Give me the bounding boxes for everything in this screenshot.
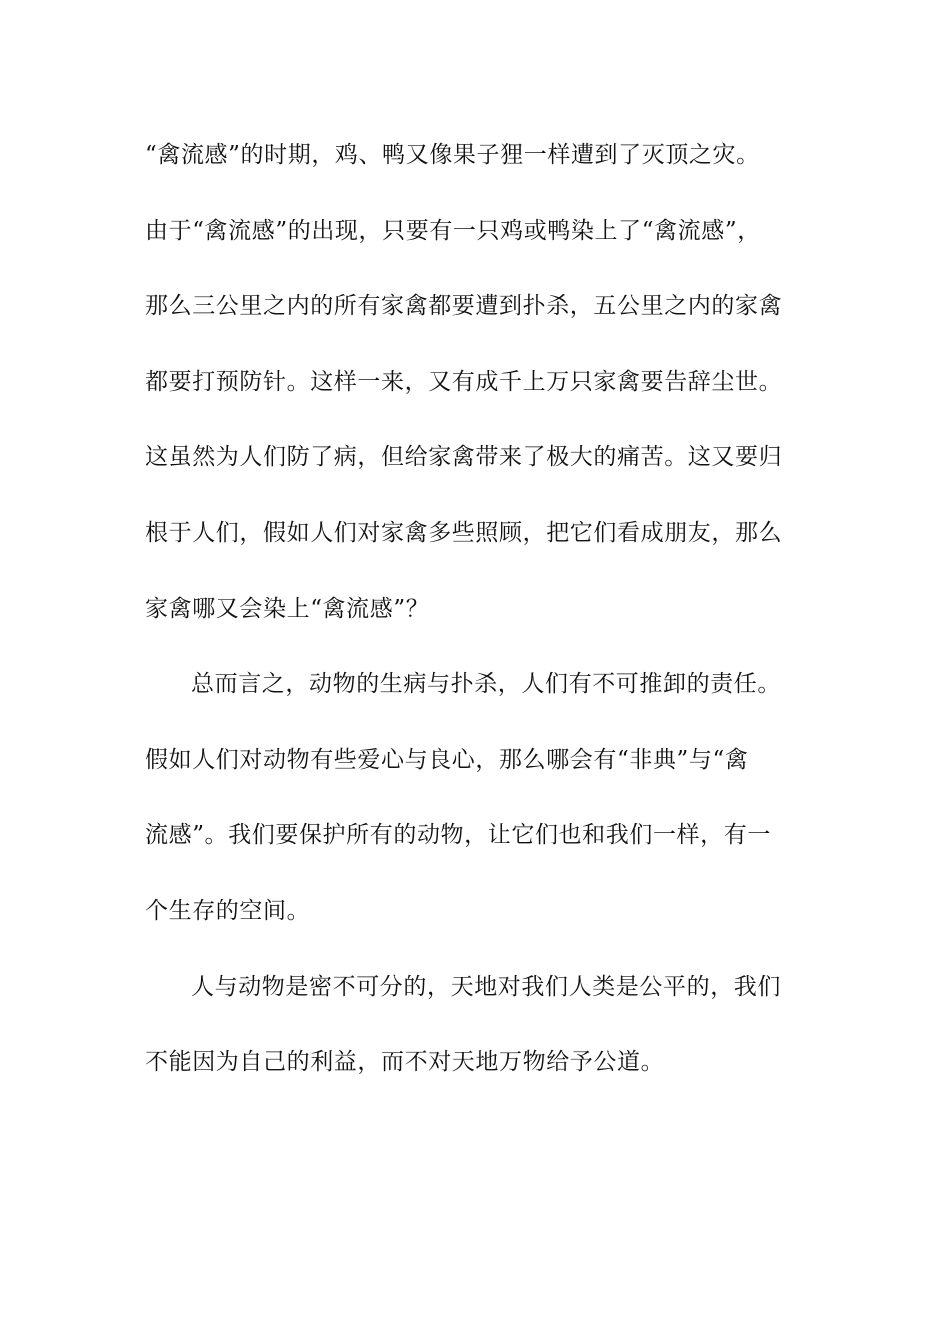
text-line: “禽流感”的时期，鸡、鸭又像果子狸一样遭到了灭顶之灾。 — [145, 142, 760, 168]
paragraph-start-line: 总而言之，动物的生病与扑杀，人们有不可推卸的责任。 — [191, 671, 781, 698]
paragraph-start-line: 人与动物是密不可分的，天地对我们人类是公平的，我们 — [191, 973, 781, 1000]
text-line: 不能因为自己的利益，而不对天地万物给予公道。 — [145, 1049, 665, 1076]
document-body — [145, 132, 825, 1115]
text-line: 假如人们对动物有些爱心与良心，那么哪会有“非典”与“禽 — [145, 746, 749, 773]
text-line: 这虽然为人们防了病，但给家禽带来了极大的痛苦。这又要归 — [145, 444, 783, 471]
text-line: 个生存的空间。 — [145, 897, 311, 924]
text-line: 根于人们，假如人们对家禽多些照顾，把它们看成朋友，那么 — [145, 519, 783, 546]
text-line: 由于“禽流感”的出现，只要有一只鸡或鸭染上了“禽流感”， — [145, 217, 761, 244]
text-line: 那么三公里之内的所有家禽都要遭到扑杀，五公里之内的家禽 — [145, 293, 783, 320]
text-line: 都要打预防针。这样一来，又有成千上万只家禽要告辞尘世。 — [145, 368, 783, 395]
text-line: 流感”。我们要保护所有的动物，让它们也和我们一样，有一 — [145, 822, 771, 849]
text-line: 家禽哪又会染上“禽流感”？ — [145, 595, 430, 622]
